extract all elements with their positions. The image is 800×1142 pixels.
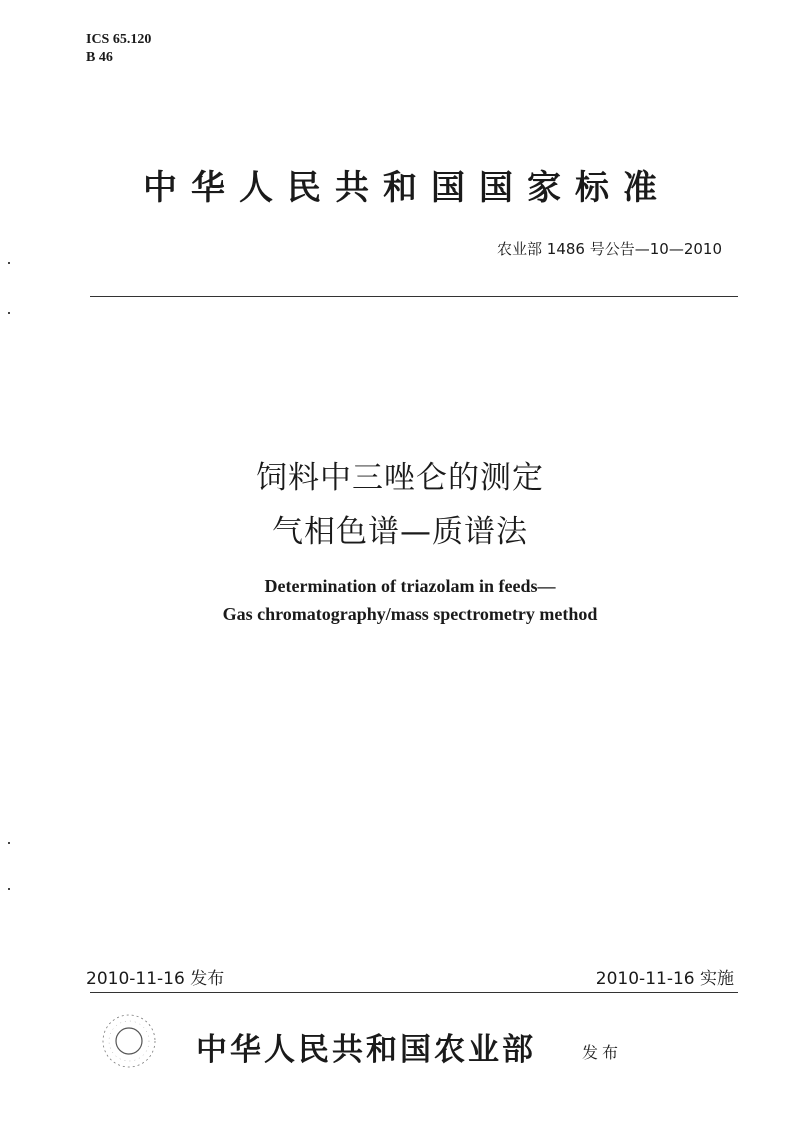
standard-header-title: 中华人民共和国国家标准 bbox=[143, 168, 671, 208]
issue-label: 发布 bbox=[582, 1043, 623, 1062]
document-title-cn-line1: 饲料中三唑仑的测定 bbox=[256, 460, 544, 496]
document-title-en-line2: Gas chromatography/mass spectrometry method bbox=[222, 604, 598, 624]
scan-speck bbox=[8, 262, 10, 264]
ccs-code: B 46 bbox=[86, 50, 113, 65]
publish-date: 2010-11-16 发布 bbox=[86, 969, 225, 989]
document-title-cn-line2: 气相色谱—质谱法 bbox=[272, 514, 528, 550]
ministry-seal-icon bbox=[100, 1012, 158, 1070]
classification-codes bbox=[86, 31, 151, 67]
ics-code: ICS 65.120 bbox=[86, 32, 152, 47]
issuing-authority: 中华人民共和国农业部 bbox=[196, 1032, 536, 1068]
footer-divider bbox=[90, 992, 738, 993]
document-title-en-line1: Determination of triazolam in feeds— bbox=[264, 576, 556, 596]
standard-number: 农业部 1486 号公告—10—2010 bbox=[497, 240, 722, 258]
scan-speck bbox=[8, 312, 10, 314]
scan-speck bbox=[8, 888, 10, 890]
scan-speck bbox=[8, 842, 10, 844]
header-divider bbox=[90, 296, 738, 297]
implement-date: 2010-11-16 实施 bbox=[595, 969, 734, 989]
